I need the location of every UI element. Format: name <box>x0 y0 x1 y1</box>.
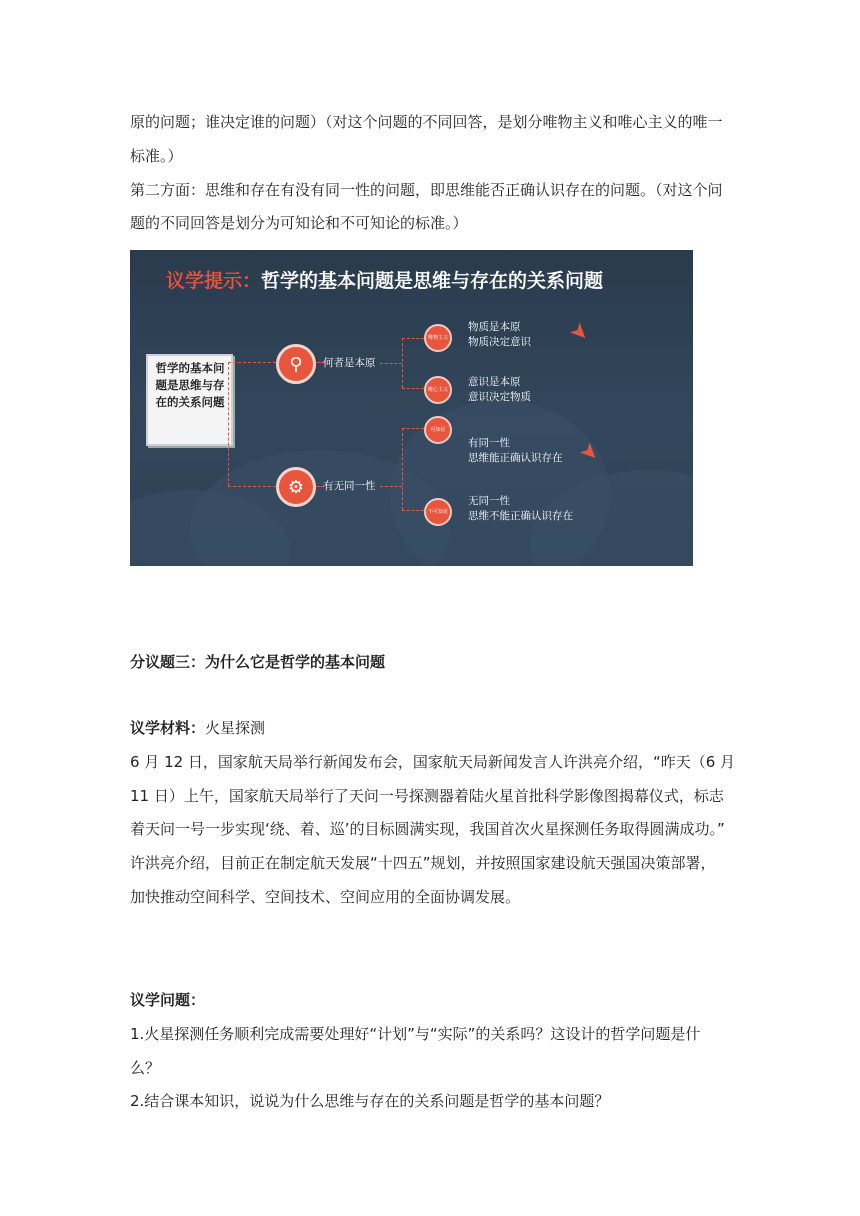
question-line: 么？ <box>130 1059 161 1077</box>
leaf-text: 思维不能正确认识存在 <box>468 510 573 522</box>
paragraph-line: 第二方面：思维和存在有没有同一性的问题，即思维能否正确认识存在的问题。（对这个问 <box>130 181 723 199</box>
paragraph-line: 11 日）上午，国家航天局举行了天问一号探测器着陆火星首批科学影像图揭幕仪式，标志 <box>130 787 724 805</box>
paragraph-line: 加快推动空间科学、空间技术、空间应用的全面协调发展。 <box>130 888 521 906</box>
leaf-text: 意识是本原 <box>468 376 521 388</box>
root-node: 哲学的基本问题是思维与存在的关系问题 <box>146 354 233 446</box>
paragraph-line: 许洪亮介绍，目前正在制定航天发展“十四五”规划，并按照国家建设航天强国决策部署， <box>130 854 716 872</box>
leaf-text: 有同一性 <box>468 437 510 449</box>
rocket-icon: ➤ <box>573 437 605 468</box>
leaf-badge: 不可知论 <box>424 498 452 526</box>
leaf-text: 思维能正确认识存在 <box>468 452 563 464</box>
search-icon: ⚲ <box>276 344 316 384</box>
question-line: 1.火星探测任务顺利完成需要处理好“计划”与“实际”的关系吗？这设计的哲学问题是什 <box>130 1025 701 1043</box>
gear-icon: ⚙ <box>276 467 316 507</box>
leaf-text: 意识决定物质 <box>468 391 531 403</box>
leaf-text: 物质决定意识 <box>468 336 531 348</box>
mind-map-figure <box>130 250 693 566</box>
branch-label: 有无同一性 <box>323 480 376 492</box>
paragraph-line: 标准。） <box>130 147 183 165</box>
leaf-badge: 唯物主义 <box>424 324 452 352</box>
questions-heading: 议学问题： <box>130 991 206 1009</box>
branch-label: 何者是本原 <box>323 357 376 369</box>
leaf-text: 物质是本原 <box>468 321 521 333</box>
paragraph-line: 6 月 12 日，国家航天局举行新闻发布会，国家航天局新闻发言人许洪亮介绍，“昨天（6 月 <box>130 753 736 771</box>
paragraph-line: 题的不同回答是划分为可知论和不可知论的标准。） <box>130 214 468 232</box>
question-line: 2.结合课本知识，说说为什么思维与存在的关系问题是哲学的基本问题？ <box>130 1092 610 1110</box>
paragraph-line: 原的问题；谁决定谁的问题）（对这个问题的不同回答，是划分唯物主义和唯心主义的唯一 <box>130 113 723 131</box>
leaf-badge: 可知论 <box>424 416 452 444</box>
leaf-badge: 唯心主义 <box>424 376 452 404</box>
leaf-text: 无同一性 <box>468 495 510 507</box>
rocket-icon: ➤ <box>563 317 595 348</box>
paragraph-line: 着天问一号一步实现‘绕、着、巡’的目标圆满实现，我国首次火星探测任务取得圆满成功。” <box>130 820 725 838</box>
figure-title: 议学提示：哲学的基本问题是思维与存在的关系问题 <box>166 270 604 292</box>
section-heading: 分议题三：为什么它是哲学的基本问题 <box>130 653 386 671</box>
material-title: 议学材料：火星探测 <box>130 719 266 737</box>
